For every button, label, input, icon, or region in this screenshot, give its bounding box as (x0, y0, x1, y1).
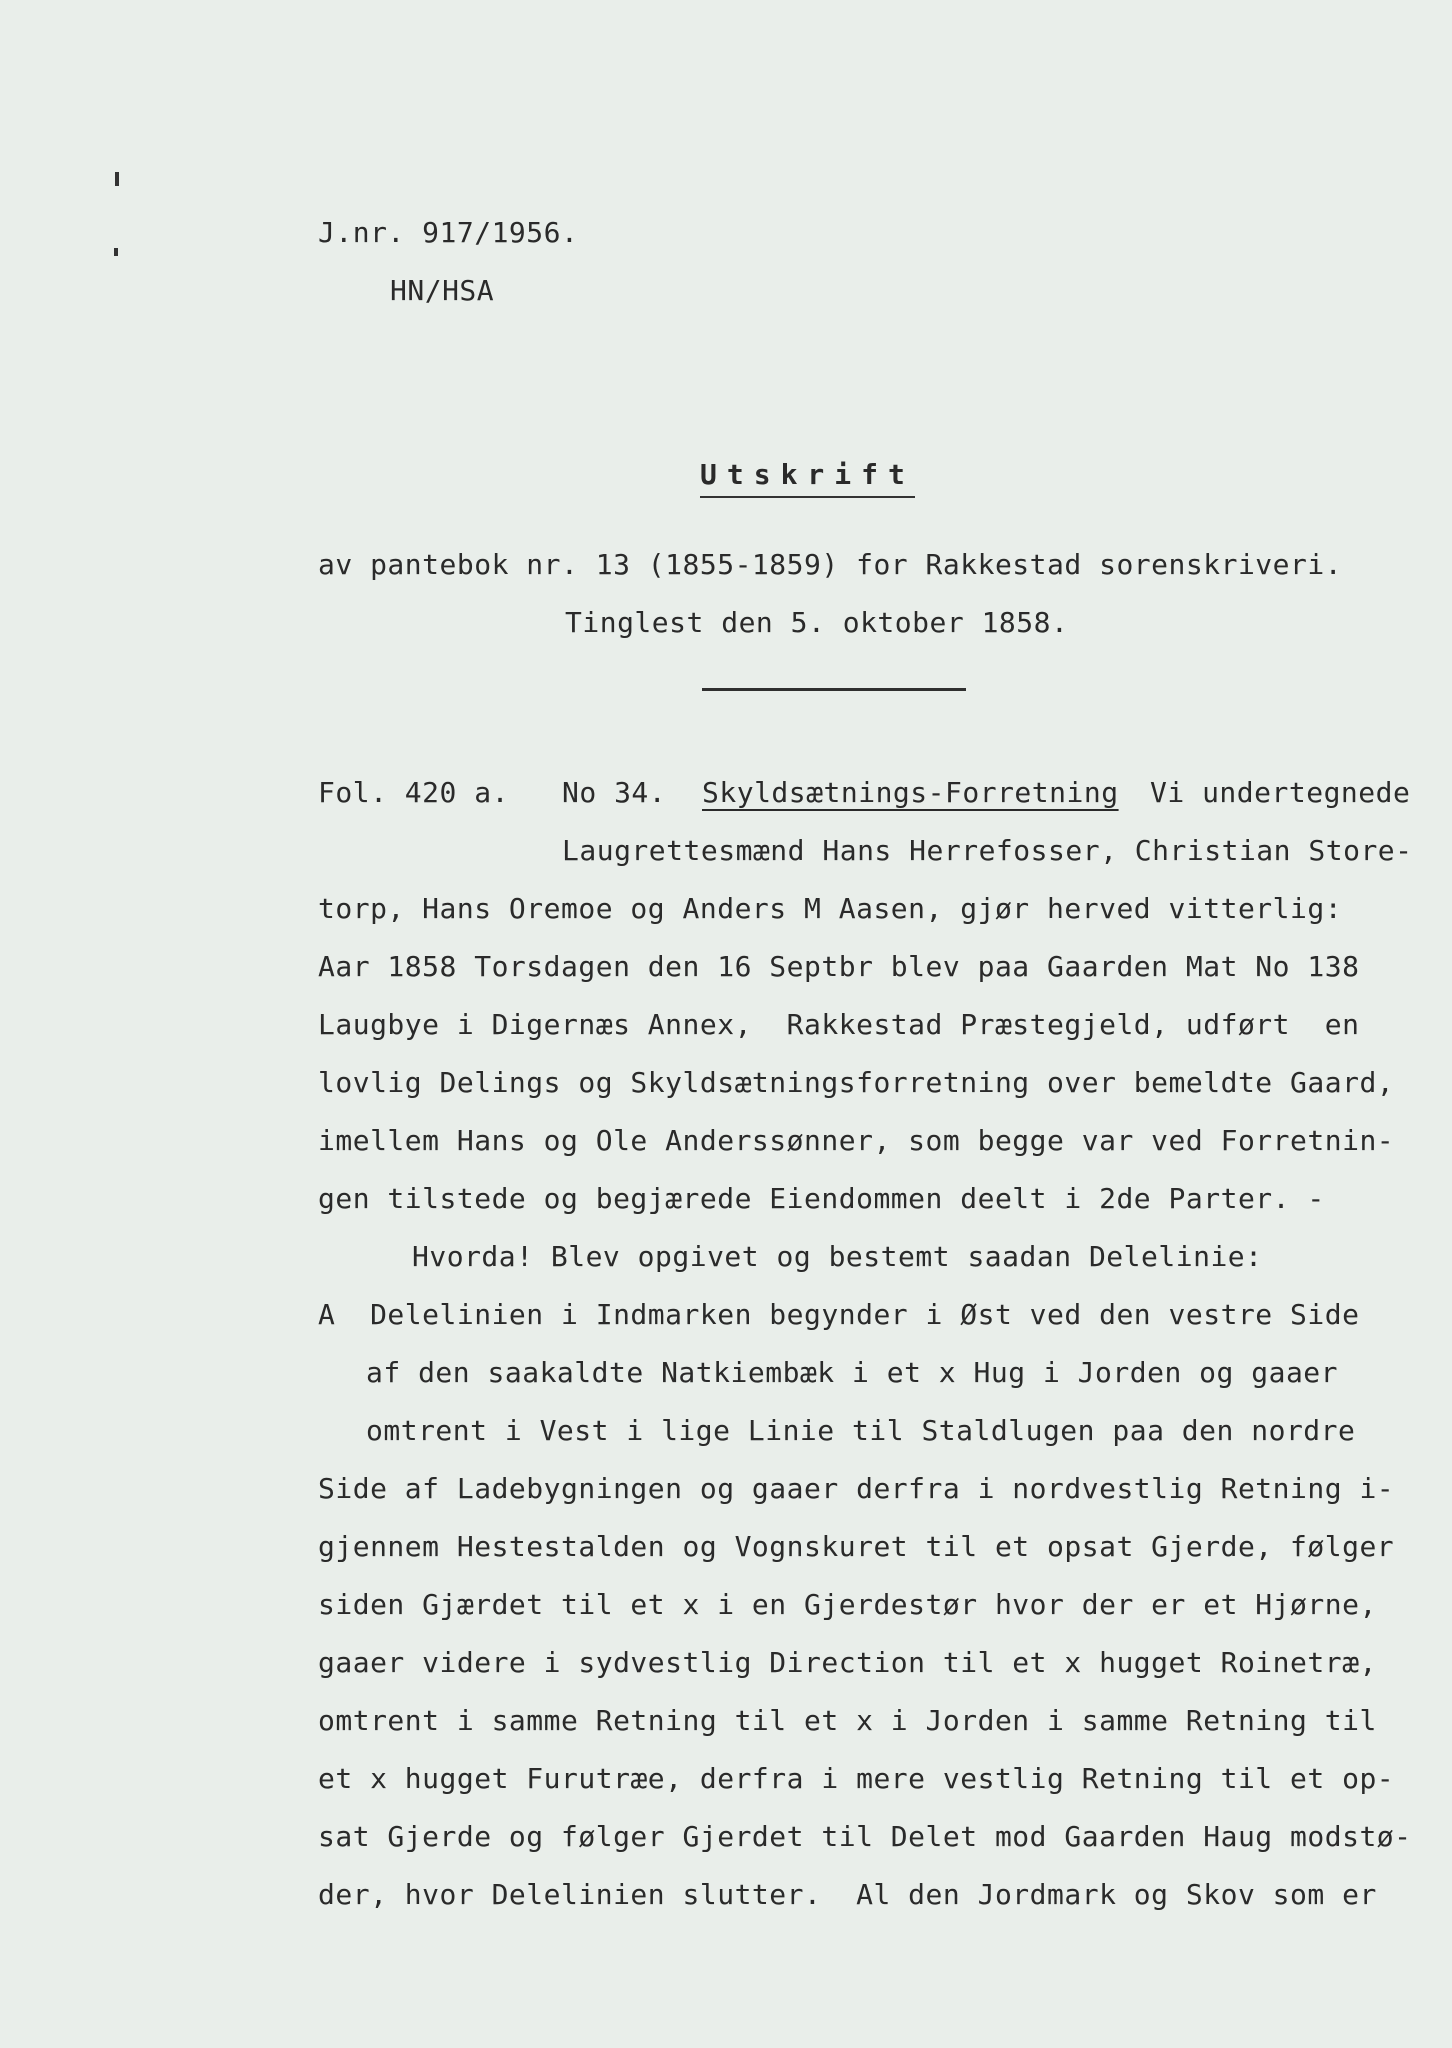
margin-mark-bottom (114, 248, 118, 256)
body-line: sat Gjerde og følger Gjerdet til Delet mod Gaarden Haug modstø- (318, 1820, 1412, 1853)
subtitle-line-1: av pantebok nr. 13 (1855-1859) for Rakkestad sorenskriveri. (318, 548, 1343, 581)
body-line: omtrent i Vest i lige Linie til Staldlugen paa den nordre (366, 1414, 1356, 1447)
body-line: der, hvor Delelinien slutter. Al den Jordmark og Skov som er (318, 1878, 1377, 1911)
body-line: Laugbye i Digernæs Annex, Rakkestad Præstegjeld, udført en (318, 1008, 1360, 1041)
body-line: Side af Ladebygningen og gaaer derfra i nordvestlig Retning i- (318, 1472, 1395, 1505)
page-title: Utskrift (700, 458, 915, 498)
body-line: af den saakaldte Natkiembæk i et x Hug i Jorden og gaaer (366, 1356, 1339, 1389)
body-line: gaaer videre i sydvestlig Direction til et x hugget Roinetræ, (318, 1646, 1377, 1679)
body-line: Laugrettesmænd Hans Herrefosser, Christian Store- (562, 834, 1413, 867)
entry-number: No 34. (562, 776, 667, 809)
body-line: imellem Hans og Ole Anderssønner, som begge var ved Forretnin- (318, 1124, 1395, 1157)
margin-mark-top (115, 172, 119, 186)
folio-reference: Fol. 420 a. (318, 776, 509, 809)
body-line: lovlig Delings og Skyldsætningsforretning over bemeldte Gaard, (318, 1066, 1395, 1099)
body-line: Aar 1858 Torsdagen den 16 Septbr blev paa Gaarden Mat No 138 (318, 950, 1360, 983)
body-line: Hvorda! Blev opgivet og bestemt saadan Delelinie: (412, 1240, 1263, 1273)
body-line: siden Gjærdet til et x i en Gjerdestør hvor der er et Hjørne, (318, 1588, 1377, 1621)
divider-rule (702, 688, 966, 691)
body-line: et x hugget Furutræe, derfra i mere vestlig Retning til et op- (318, 1762, 1395, 1795)
journal-number: J.nr. 917/1956. (318, 216, 579, 249)
initials: HN/HSA (390, 274, 495, 307)
entry-heading: Skyldsætnings-Forretning (702, 776, 1119, 809)
body-line: gjennem Hestestalden og Vognskuret til et opsat Gjerde, følger (318, 1530, 1395, 1563)
subtitle-line-2: Tinglest den 5. oktober 1858. (565, 606, 1069, 639)
body-line: torp, Hans Oremoe og Anders M Aasen, gjør herved vitterlig: (318, 892, 1343, 925)
body-line: gen tilstede og begjærede Eiendommen deelt i 2de Parter. - (318, 1182, 1325, 1215)
body-line: A Delelinien i Indmarken begynder i Øst ved den vestre Side (318, 1298, 1360, 1331)
body-line: omtrent i samme Retning til et x i Jorden i samme Retning til (318, 1704, 1377, 1737)
entry-heading-rest: Vi undertegnede (1150, 776, 1411, 809)
